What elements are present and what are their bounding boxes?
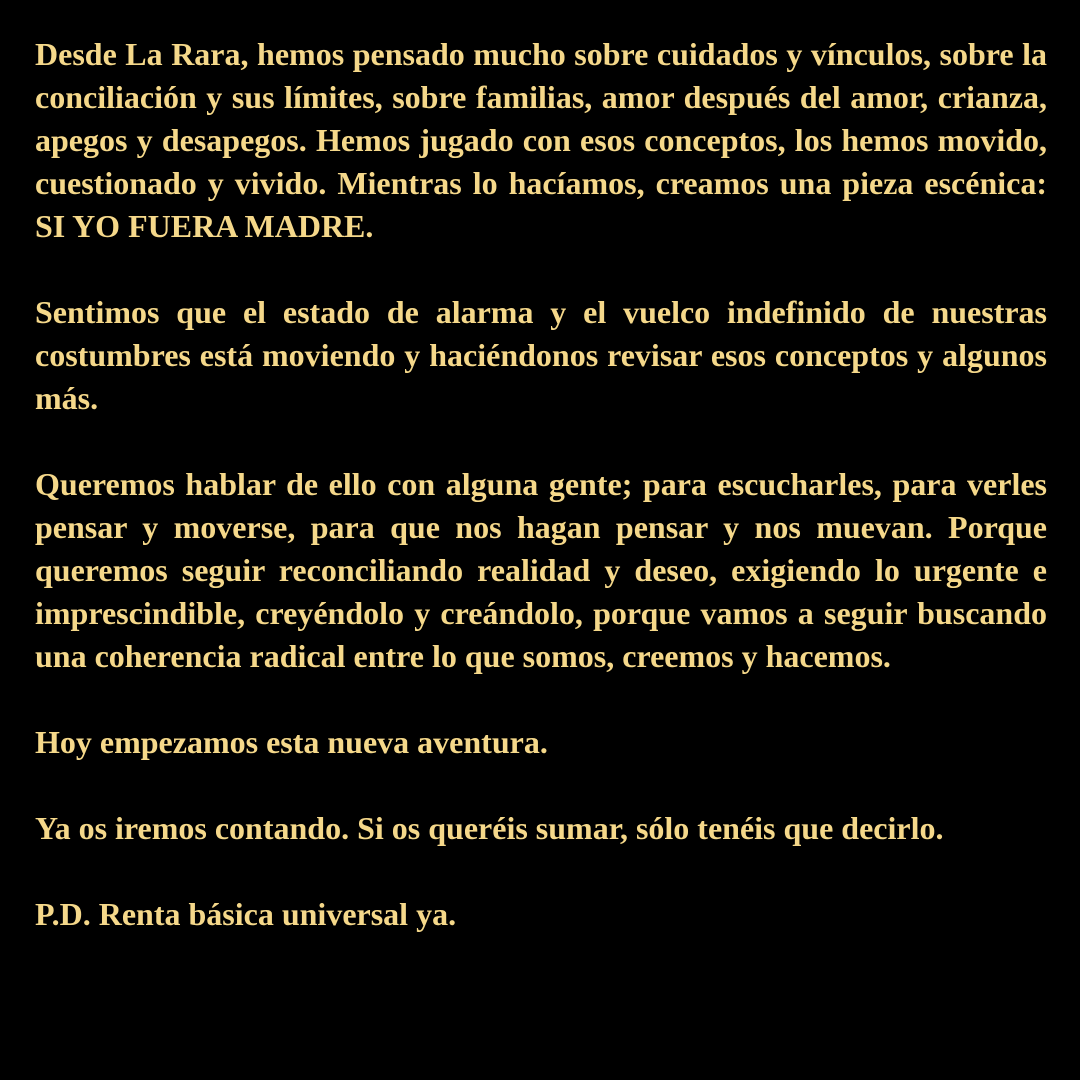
paragraph-invitation: Ya os iremos contando. Si os queréis sumar, sólo tenéis que decirlo. [35,810,944,846]
paragraph-new-adventure: Hoy empezamos esta nueva aventura. [35,724,548,760]
paragraph-purpose: Queremos hablar de ello con alguna gente; para escucharles, para verles pensar y moverse, para que nos hagan pensar y nos muevan. Porque queremos seguir reconciliando realidad y deseo, exigiendo lo urgente e imprescindible, creyéndolo y creándolo, porque vamos a seguir buscando una coherencia radical entre lo que somos, creemos y hacemos. [35,466,1047,674]
paragraph-intro: Desde La Rara, hemos pensado mucho sobre cuidados y vínculos, sobre la conciliación y sus límites, sobre familias, amor después del amor, crianza, apegos y desapegos. Hemos jugado con esos conceptos, los hemos movido, cuestionado y vivido. Mientras lo hacíamos, creamos una pieza escénica: SI YO FUERA MADRE. [35,36,1047,244]
paragraph-postscript: P.D. Renta básica universal ya. [35,896,457,932]
statement-text-block [35,33,1047,936]
paragraph-state-of-alarm: Sentimos que el estado de alarma y el vuelco indefinido de nuestras costumbres está moviendo y haciéndonos revisar esos conceptos y algunos más. [35,294,1047,416]
